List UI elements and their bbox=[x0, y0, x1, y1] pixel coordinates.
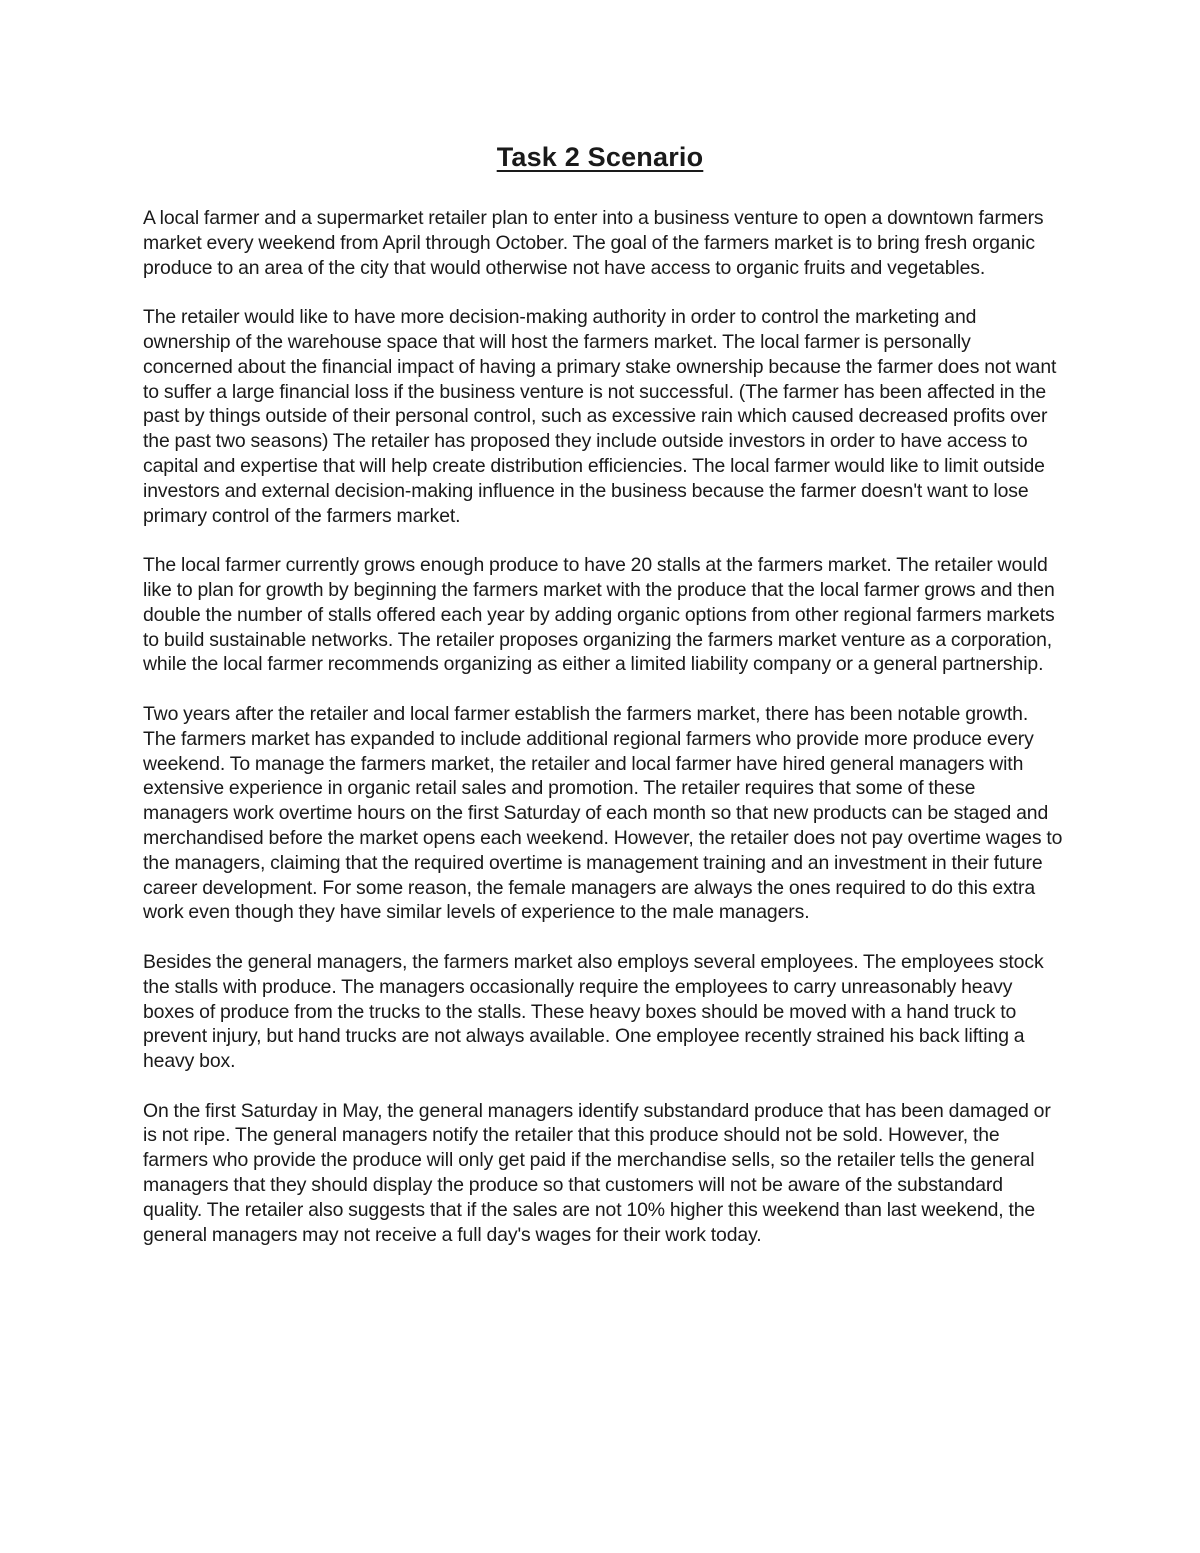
paragraph-substandard-produce: On the first Saturday in May, the general managers identify substandard produce that has been damaged or is not ripe. The general managers notify the retailer that this produce should not be sold. However, the farmers who provide the produce will only get paid if the merchandise sells, so the retailer tells the general managers that they should display the produce so that customers will not be aware of the substandard quality. The retailer also suggests that if the sales are not 10% higher this weekend than last weekend, the general managers may not receive a full day's wages for their work today. bbox=[143, 1099, 1051, 1246]
document-title: Task 2 Scenario bbox=[496, 142, 704, 172]
paragraph-venture-overview: A local farmer and a supermarket retailer plan to enter into a business venture to open a downtown farmers market every weekend from April through October. The goal of the farmers market is to bring fresh organic produce to an area of the city that would otherwise not have access to organic fruits and vegetables. bbox=[143, 207, 1044, 279]
paragraph-employees-safety: Besides the general managers, the farmers market also employs several employees. The employees stock the stalls with produce. The managers occasionally require the employees to carry unreasonably heavy boxes of produce from the trucks to the stalls. These heavy boxes should be moved with a hand truck to prevent injury, but hand trucks are not always available. One employee recently strained his back lifting a heavy box. bbox=[143, 950, 1044, 1073]
paragraph-growth-and-structure: The local farmer currently grows enough produce to have 20 stalls at the farmers market. The retailer would like to plan for growth by beginning the farmers market with the produce that the local farmer grows and then double the number of stalls offered each year by adding organic options from other regional farmers markets to build sustainable networks. The retailer proposes organizing the farmers market venture as a corporation, while the local farmer recommends organizing as either a limited liability company or a general partnership. bbox=[143, 554, 1055, 676]
document-body bbox=[143, 206, 1063, 1272]
paragraph-managers-overtime: Two years after the retailer and local farmer establish the farmers market, there has been notable growth. The farmers market has expanded to include additional regional farmers who provide more produce every weekend. To manage the farmers market, the retailer and local farmer have hired general managers with extensive experience in organic retail sales and promotion. The retailer requires that some of these managers work overtime hours on the first Saturday of each month so that new products can be staged and merchandised before the market opens each weekend. However, the retailer does not pay overtime wages to the managers, claiming that the required overtime is management training and an investment in their future career development. For some reason, the female managers are always the ones required to do this extra work even though they have similar levels of experience to the male managers. bbox=[143, 702, 1063, 924]
paragraph-ownership-concerns: The retailer would like to have more decision-making authority in order to control the marketing and ownership of the warehouse space that will host the farmers market. The local farmer is personally concerned about the financial impact of having a primary stake ownership because the farmer does not want to suffer a large financial loss if the business venture is not successful. (The farmer has been affected in the past by things outside of their personal control, such as excessive rain which caused decreased profits over the past two seasons) The retailer has proposed they include outside investors in order to have access to capital and expertise that will help create distribution efficiencies. The local farmer would like to limit outside investors and external decision-making influence in the business because the farmer doesn't want to lose primary control of the farmers market. bbox=[143, 306, 1057, 527]
